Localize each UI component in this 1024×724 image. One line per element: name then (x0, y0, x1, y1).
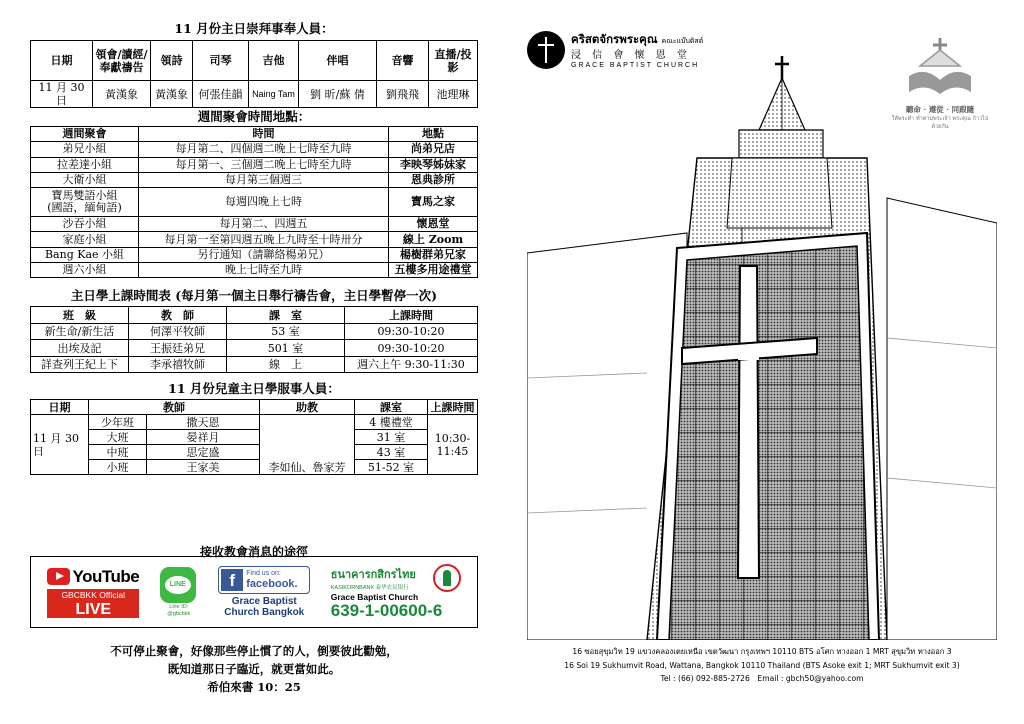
group-name: Bang Kae 小組 (31, 247, 139, 262)
group-time: 另行通知（請聯絡楊弟兄） (139, 247, 389, 262)
group-location: 李映琴姊妹家 (389, 157, 478, 172)
cell: 黃漢象 (93, 81, 151, 108)
children-table (30, 399, 478, 475)
room: 501 室 (227, 340, 345, 357)
groups-title: 週間聚會時間地點： (197, 109, 311, 124)
line-channel[interactable] (160, 567, 198, 618)
table-row (31, 232, 478, 247)
room: 4 樓禮堂 (355, 415, 428, 430)
col-header: 吉他 (249, 41, 299, 81)
table-row (31, 247, 478, 262)
table-row (31, 263, 478, 278)
group-name: 週六小組 (31, 263, 139, 278)
cell: 劉 昕/蘇 倩 (299, 81, 377, 108)
room: 43 室 (355, 445, 428, 460)
church-logo (527, 31, 703, 69)
kasikorn-logo-icon (433, 564, 461, 592)
table-row (31, 217, 478, 232)
cell: 劉飛飛 (377, 81, 429, 108)
col-header: 課室 (355, 400, 428, 415)
col-header: 領詩 (151, 41, 193, 81)
col-header: 週間聚會 (31, 127, 139, 142)
church-name-thai: คริสตจักรพระคุณ (571, 32, 658, 46)
table-row (31, 142, 478, 157)
table-row (31, 460, 478, 475)
col-header: 伴唱 (299, 41, 377, 81)
col-header: 助教 (260, 400, 355, 415)
room: 53 室 (227, 323, 345, 340)
cell: 何張佳韻 (193, 81, 249, 108)
col-header: 地點 (389, 127, 478, 142)
col-header: 司琴 (193, 41, 249, 81)
table-row (31, 415, 478, 430)
teacher: 王振廷弟兄 (129, 340, 227, 357)
table-row (31, 340, 478, 357)
table-header-row (31, 127, 478, 142)
contact-line: Tel : (66) 092-885-2726 Email : gbch50@yahoo.com (660, 674, 864, 683)
table-row (31, 323, 478, 340)
table-header-row (31, 307, 478, 324)
groups-body (31, 142, 478, 278)
class-name: 少年班 (89, 415, 147, 430)
bank-name-en: KASIKORNBANK 泰华农民银行 (330, 585, 409, 591)
church-address (527, 645, 997, 686)
group-time: 每月第三個週三 (139, 172, 389, 187)
account-holder: Grace Baptist Church (330, 592, 419, 602)
youtube-account: GBCBKK Official (47, 589, 139, 601)
service-table (30, 40, 478, 108)
cell: Naing Tam (249, 81, 299, 108)
cross-logo-icon (527, 31, 565, 69)
verse-line: 不可停止聚會，好像那些停止慣了的人，倒要彼此勸勉， (110, 644, 398, 658)
teacher: 撒天恩 (147, 415, 260, 430)
church-name-thai-small: คณะแบ๊บติสต์ (661, 37, 704, 45)
group-time: 每月第一、三個週二晚上七時至九時 (139, 157, 389, 172)
teacher: 晏祥月 (147, 430, 260, 445)
group-location: 恩典診所 (389, 172, 478, 187)
class-name: 中班 (89, 445, 147, 460)
bible-cross-icon (905, 36, 975, 98)
youtube-play-icon (47, 568, 69, 585)
cell: 池理琳 (429, 81, 478, 108)
room: 31 室 (355, 430, 428, 445)
group-name: 弟兄小組 (31, 142, 139, 157)
col-header: 班 級 (31, 307, 129, 324)
address-english: 16 Soi 19 Sukhumvit Road, Wattana, Bangkok 10110 Thailand (BTS Asoke exit 1; MRT Sukhumvit exit 3) (564, 660, 960, 670)
col-header: 課 室 (227, 307, 345, 324)
children-date: 11 月 30 日 (31, 415, 89, 475)
table-row (31, 172, 478, 187)
youtube-channel[interactable] (47, 567, 139, 618)
children-title: 11 月份兒童主日學服事人員： (168, 381, 340, 397)
table-row (31, 356, 478, 373)
bible-verse (30, 642, 478, 696)
group-name: 拉差達小組 (31, 157, 139, 172)
seal-motto: 聽命 · 遵從 · 同跟隨 (905, 105, 975, 114)
anniversary-seal (890, 36, 990, 131)
group-location: 懷恩堂 (389, 217, 478, 232)
bank-name-thai: ธนาคารกสิกรไทย (330, 568, 416, 581)
verse-reference: 希伯來書 10：25 (207, 680, 301, 694)
bank-account (331, 564, 461, 620)
facebook-wordmark: facebook. (246, 578, 298, 590)
account-number: 639-1-00600-6 (330, 601, 443, 620)
col-header: 上課時間 (345, 307, 478, 324)
facebook-channel[interactable] (218, 566, 310, 618)
class-time: 09:30-10:20 (345, 340, 478, 357)
teacher: 李承禧牧師 (129, 356, 227, 373)
col-header: 領會/讀經/奉獻禱告 (93, 41, 151, 81)
table-row (31, 81, 478, 108)
facebook-icon: f (221, 569, 243, 591)
col-header: 音響 (377, 41, 429, 81)
service-title: 11 月份主日崇拜事奉人員： (174, 21, 334, 36)
facebook-find: Find us on: (246, 570, 281, 577)
col-header: 上課時間 (428, 400, 478, 415)
youtube-live: LIVE (47, 601, 139, 618)
group-name: 家庭小組 (31, 232, 139, 247)
seal-motto-thai: ให้พระคำ ทำตามพระเจ้า พระคุณ ก้าวไปด้วยกัน (891, 116, 989, 130)
school-body (31, 323, 478, 373)
class-name: 詳查列王紀上下 (31, 356, 129, 373)
school-title: 主日學上課時間表 (每月第一個主日舉行禱告會，主日學暫停一次) (70, 288, 438, 304)
cell: 11 月 30 日 (31, 81, 93, 108)
group-name: 大衛小組 (31, 172, 139, 187)
school-table (30, 306, 478, 373)
assistants: 李如仙、魯家芳 (260, 415, 355, 475)
teacher: 王家美 (147, 460, 260, 475)
group-location: 寶馬之家 (389, 188, 478, 217)
col-header: 直播/投影 (429, 41, 478, 81)
channels-title: 接收教會消息的途徑 (199, 545, 308, 559)
class-time: 09:30-10:20 (345, 323, 478, 340)
class-name: 大班 (89, 430, 147, 445)
address-thai: 16 ซอยสุขุมวิท 19 แขวงคลองเตยเหนือ เขตวัฒนา กรุงเทพฯ 10110 BTS อโศก ทางออก 1 MRT สุขุมวิท ทางออก 3 (572, 647, 952, 656)
group-time: 每月第一至第四週五晚上九時至十時卅分 (139, 232, 389, 247)
group-time: 每月第二、四個週二晚上七時至九時 (139, 142, 389, 157)
class-time: 週六上午 9:30-11:30 (345, 356, 478, 373)
group-location: 五樓多用途禮堂 (389, 263, 478, 278)
col-header: 時間 (139, 127, 389, 142)
table-row (31, 188, 478, 217)
class-name: 出埃及記 (31, 340, 129, 357)
teacher: 思定盛 (147, 445, 260, 460)
group-name: 寶馬雙語小組 (國語，緬甸語) (31, 188, 139, 217)
col-header: 教 師 (129, 307, 227, 324)
church-name-english: GRACE BAPTIST CHURCH (571, 62, 700, 69)
col-header: 日期 (31, 41, 93, 81)
room: 線 上 (227, 356, 345, 373)
line-id: Line ID: @gbcbkk (167, 603, 191, 617)
table-header-row (31, 400, 478, 415)
groups-table (30, 126, 478, 278)
facebook-page-name: Grace Baptist Church Bangkok (224, 596, 305, 618)
group-location: 楊樹群弟兄家 (389, 247, 478, 262)
youtube-wordmark: YouTube (72, 566, 140, 586)
group-name: 沙吞小組 (31, 217, 139, 232)
col-header: 教師 (89, 400, 260, 415)
table-row (31, 445, 478, 460)
verse-line: 既知道那日子臨近，就更當如此。 (167, 662, 341, 676)
group-time: 每月第二、四週五 (139, 217, 389, 232)
teacher: 何澤平牧師 (129, 323, 227, 340)
group-location: 線上 Zoom (389, 232, 478, 247)
group-time: 晚上七時至九時 (139, 263, 389, 278)
channels-box (30, 556, 478, 628)
left-page (30, 18, 478, 475)
line-icon (160, 567, 196, 603)
table-row (31, 157, 478, 172)
table-row (31, 430, 478, 445)
line-wordmark: LINE (165, 576, 191, 594)
church-building-illustration (527, 48, 997, 640)
group-location: 尚弟兄店 (389, 142, 478, 157)
class-name: 新生命/新生活 (31, 323, 129, 340)
class-name: 小班 (89, 460, 147, 475)
church-name-chinese: 浸 信 會 懷 恩 堂 (571, 50, 691, 61)
cell: 黃漢象 (151, 81, 193, 108)
group-time: 每週四晚上七時 (139, 188, 389, 217)
room: 51-52 室 (355, 460, 428, 475)
class-time: 10:30-11:45 (428, 415, 478, 475)
table-header-row (31, 41, 478, 81)
col-header: 日期 (31, 400, 89, 415)
